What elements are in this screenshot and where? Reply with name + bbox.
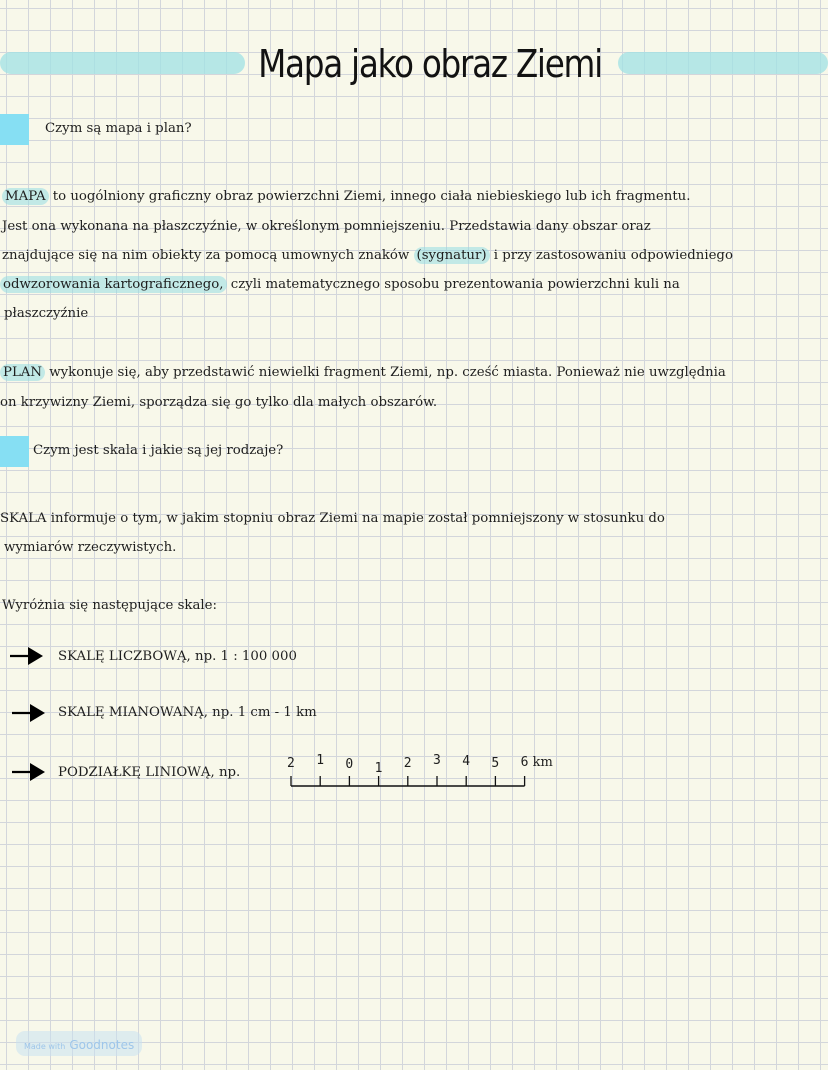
paragraph-line: PLAN wykonuje się, aby przedstawić niewielki fragment Ziemi, np. cześć miasta. Ponieważ nie uwzględnia (0, 365, 726, 380)
paragraph-line: Wyróżnia się następujące skale: (2, 598, 218, 613)
scale-unit-label: km (532, 755, 553, 770)
paragraph-line: on krzywizny Ziemi, sporządza się go tylko dla małych obszarów. (0, 395, 438, 410)
arrow-right-icon (10, 760, 46, 784)
arrow-right-icon (10, 701, 46, 725)
paragraph-line: wymiarów rzeczywistych. (4, 540, 177, 555)
scale-tick-label: 2 (403, 756, 412, 771)
section-marker (0, 436, 29, 467)
list-item: SKALĘ LICZBOWĄ, np. 1 : 100 000 (58, 649, 297, 664)
scale-tick-label: 1 (374, 761, 383, 776)
section-question: Czym jest skala i jakie są jej rodzaje? (33, 443, 284, 458)
scale-tick-label: 5 (491, 756, 500, 771)
term-highlight: PLAN (0, 364, 45, 381)
scale-tick-label: 4 (462, 754, 471, 769)
scale-tick-label: 1 (316, 753, 325, 768)
arrow-right-icon (8, 644, 44, 668)
section-marker (0, 114, 29, 145)
term-highlight: odwzorowania kartograficznego, (0, 276, 227, 293)
scale-tick-label: 6 (520, 755, 529, 770)
paragraph-line: MAPA to uogólniony graficzny obraz powierzchni Ziemi, innego ciała niebieskiego lub ich fragmentu. (2, 189, 690, 204)
term-highlight: MAPA (2, 188, 49, 205)
term-highlight: (sygnatur) (414, 247, 490, 264)
scale-tick-label: 0 (345, 757, 354, 772)
paragraph-line: znajdujące się na nim obiekty za pomocą umownych znaków (sygnatur) i przy zastosowaniu odpowiedniego (2, 248, 733, 263)
scale-tick-label: 3 (433, 753, 441, 768)
page-title: Mapa jako obraz Ziemi (258, 42, 602, 86)
paragraph-line: odwzorowania kartograficznego, czyli matematycznego sposobu prezentowania powierzchni kuli na (0, 277, 680, 292)
goodnotes-watermark: Made with Goodnotes (16, 1031, 142, 1056)
paragraph-line: Jest ona wykonana na płaszczyźnie, w określonym pomniejszeniu. Przedstawia dany obszar oraz (2, 219, 651, 234)
paragraph-line: SKALA informuje o tym, w jakim stopniu obraz Ziemi na mapie został pomniejszony w stosunku do (0, 511, 665, 526)
section-question: Czym są mapa i plan? (45, 121, 192, 136)
scale-bar (283, 755, 563, 795)
list-item: PODZIAŁKĘ LINIOWĄ, np. (58, 765, 241, 780)
scale-tick-label: 2 (287, 756, 295, 771)
list-item: SKALĘ MIANOWANĄ, np. 1 cm - 1 km (58, 705, 317, 720)
paragraph-line: płaszczyźnie (4, 306, 89, 321)
